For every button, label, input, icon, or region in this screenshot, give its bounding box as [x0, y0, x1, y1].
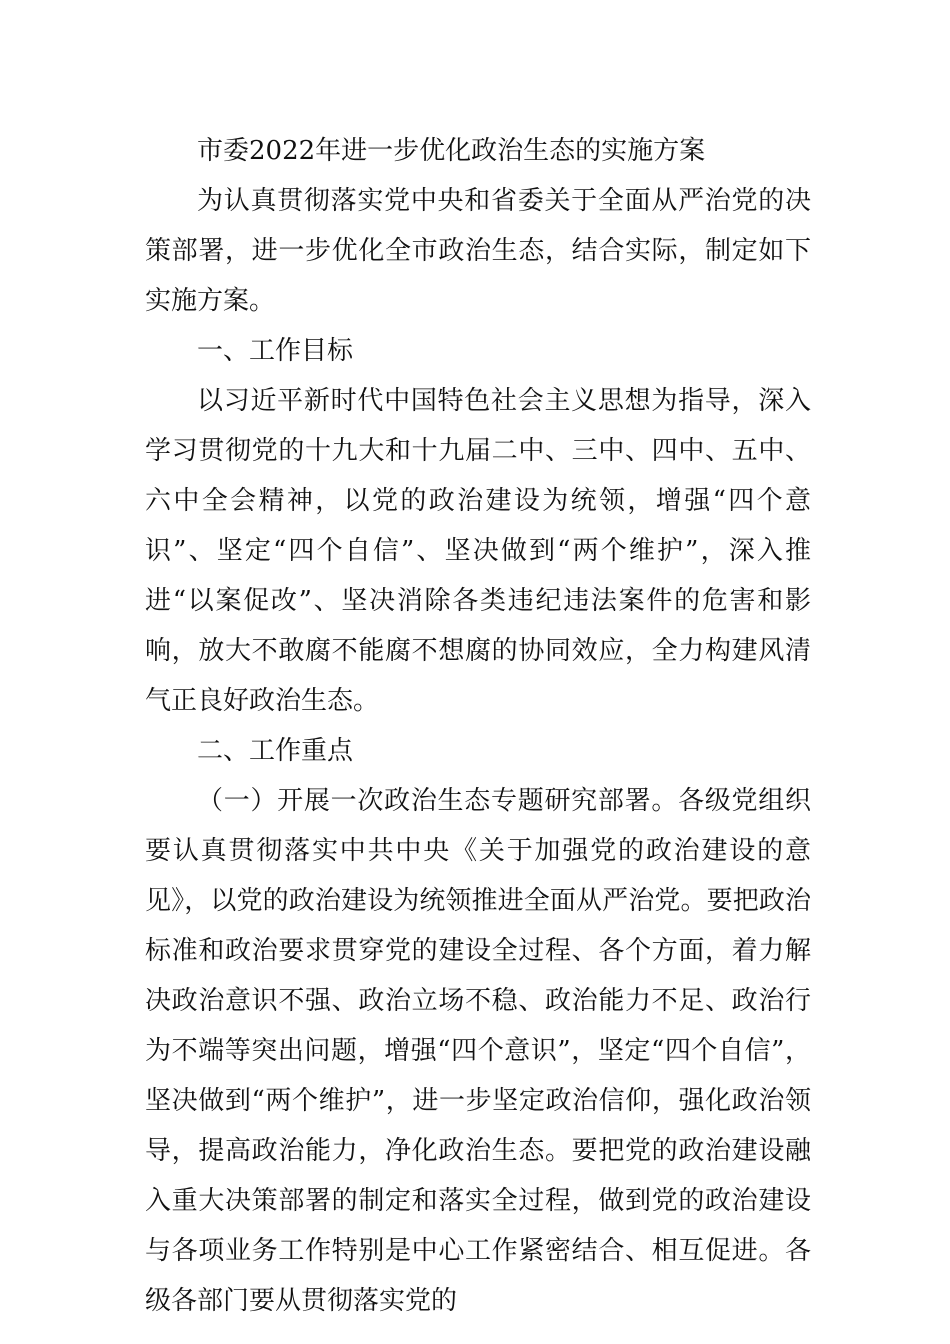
document-body: [145, 126, 811, 1326]
section-heading-goals: 一、工作目标: [197, 336, 354, 366]
goals-paragraph: 以习近平新时代中国特色社会主义思想为指导，深入学习贯彻党的十九大和十九届二中、三中、四中、五中、六中全会精神，以党的政治建设为统领，增强“四个意识”、坚定“四个自信”、坚决做到“两个维护”，深入推进“以案促改”、坚决消除各类违纪违法案件的危害和影响，放大不敢腐不能腐不想腐的协同效应，全力构建风清气正良好政治生态。: [145, 386, 811, 716]
focus-item-1-paragraph: （一）开展一次政治生态专题研究部署。各级党组织要认真贯彻落实中共中央《关于加强党的政治建设的意见》，以党的政治建设为统领推进全面从严治党。要把政治标准和政治要求贯穿党的建设全过程、各个方面，着力解决政治意识不强、政治立场不稳、政治能力不足、政治行为不端等突出问题，增强“四个意识”，坚定“四个自信”，坚决做到“两个维护”，进一步坚定政治信仰，强化政治领导，提高政治能力，净化政治生态。要把党的政治建设融入重大决策部署的制定和落实全过程，做到党的政治建设与各项业务工作特别是中心工作紧密结合、相互促进。各级各部门要从贯彻落实党的: [145, 786, 811, 1316]
section-heading-focus: 二、工作重点: [197, 736, 354, 766]
intro-paragraph: 为认真贯彻落实党中央和省委关于全面从严治党的决策部署，进一步优化全市政治生态，结合实际，制定如下实施方案。: [145, 186, 811, 316]
document-title: 市委2022年进一步优化政治生态的实施方案: [197, 136, 706, 166]
